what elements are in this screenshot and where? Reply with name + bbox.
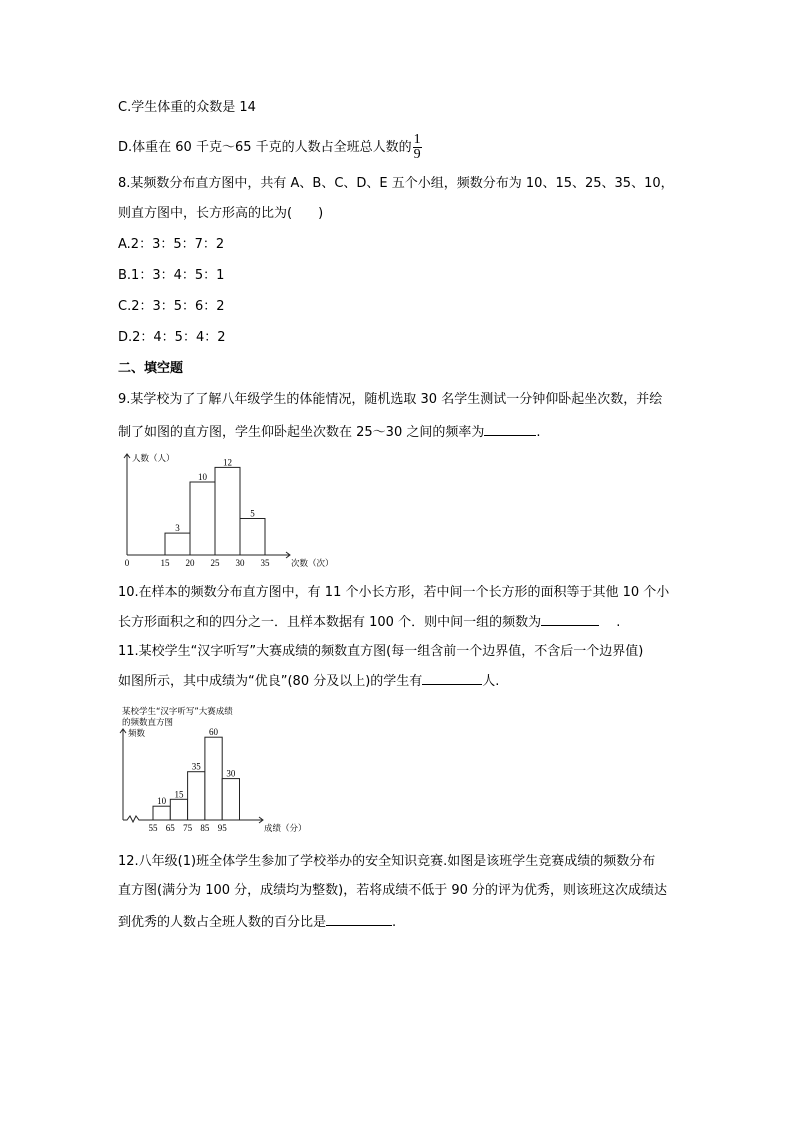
period: . <box>392 915 397 930</box>
x-tick-label: 85 <box>200 823 210 833</box>
origin-label: 0 <box>124 558 130 568</box>
bar-value-label: 30 <box>226 768 236 779</box>
histogram-bar <box>153 806 170 820</box>
question-12-line2: 直方图(满分为 100 分，成绩均为整数)，若将成绩不低于 90 分的评为优秀，则该班这次成绩达 <box>118 883 668 898</box>
question-9-line1: 9.某学校为了了解八年级学生的体能情况，随机选取 30 名学生测试一分钟仰卧起坐次数，并绘 <box>118 392 663 407</box>
x-axis-label: 次数（次） <box>291 559 334 569</box>
y-axis-label: 人数（人） <box>132 454 175 464</box>
bar-value-label: 60 <box>209 727 219 738</box>
histogram-bar <box>188 772 205 820</box>
bar-value-label: 3 <box>175 523 180 534</box>
question-8-line1: 8.某频数分布直方图中，共有 A、B、C、D、E 五个小组，频数分布为 10、15、25、35、10， <box>118 176 674 191</box>
y-axis-label: 频数 <box>128 729 146 739</box>
x-tick-label: 55 <box>148 823 158 833</box>
bar-value-label: 10 <box>198 472 207 482</box>
x-axis-label: 成绩（分） <box>264 824 307 834</box>
x-tick-label: 20 <box>185 558 195 568</box>
x-tick-label: 95 <box>217 823 227 833</box>
chart-title: 某校学生“汉字听写”大赛成绩 <box>122 707 233 717</box>
question-11-text: 如图所示，其中成绩为“优良”(80 分及以上)的学生有 <box>118 674 423 689</box>
bar-value-label: 5 <box>250 508 255 519</box>
period: . <box>599 615 621 630</box>
question-12-line3 <box>118 913 396 932</box>
question-11-line1: 11.某校学生“汉字听写”大赛成绩的频数直方图(每一组含前一个边界值，不含后一个边界值) <box>118 644 644 659</box>
fraction-denominator: 9 <box>413 147 421 162</box>
option-7c: C.学生体重的众数是 14 <box>118 100 256 115</box>
question-9-text: 制了如图的直方图，学生仰卧起坐次数在 25～30 之间的频率为 <box>118 425 485 440</box>
x-tick-label: 65 <box>165 823 175 833</box>
option-8c: C.2：3：5：6：2 <box>118 299 225 314</box>
bar-value-label: 12 <box>223 457 232 468</box>
fraction-numerator: 1 <box>413 132 421 147</box>
bar-value-label: 35 <box>191 761 201 772</box>
question-10-line1: 10.在样本的频数分布直方图中，有 11 个小长方形，若中间一个长方形的面积等于其他 10 个小 <box>118 585 670 600</box>
section-heading: 二、填空题 <box>118 361 184 376</box>
answer-blank[interactable] <box>326 913 392 926</box>
histogram-bar <box>170 799 187 820</box>
question-10-text: 长方形面积之和的四分之一．且样本数据有 100 个．则中间一组的频数为 <box>118 615 542 630</box>
unit: 人. <box>482 674 500 689</box>
x-tick-label: 35 <box>260 558 270 568</box>
chart-title: 的频数直方图 <box>122 718 174 728</box>
x-tick-label: 25 <box>210 558 220 568</box>
option-7d-text: D.体重在 60 千克～65 千克的人数占全班总人数的 <box>118 140 412 155</box>
question-12-text: 到优秀的人数占全班人数的百分比是 <box>118 915 327 930</box>
option-8b: B.1：3：4：5：1 <box>118 268 225 283</box>
x-tick-label: 75 <box>183 823 193 833</box>
period: . <box>536 425 541 440</box>
option-8d: D.2：4：5：4：2 <box>118 330 226 345</box>
bar-value-label: 15 <box>174 789 184 800</box>
question-8-line2: 则直方图中，长方形高的比为( ) <box>118 206 324 221</box>
question-12-line1: 12.八年级(1)班全体学生参加了学校举办的安全知识竞赛.如图是该班学生竞赛成绩的频数分布 <box>118 854 656 869</box>
x-tick-label: 30 <box>235 558 245 568</box>
histogram-bar <box>222 779 239 820</box>
histogram-bar <box>205 737 222 820</box>
option-8a: A.2：3：5：7：2 <box>118 237 225 252</box>
axis-break-icon <box>123 816 141 822</box>
x-tick-label: 15 <box>160 558 170 568</box>
bar-value-label: 10 <box>157 796 167 807</box>
